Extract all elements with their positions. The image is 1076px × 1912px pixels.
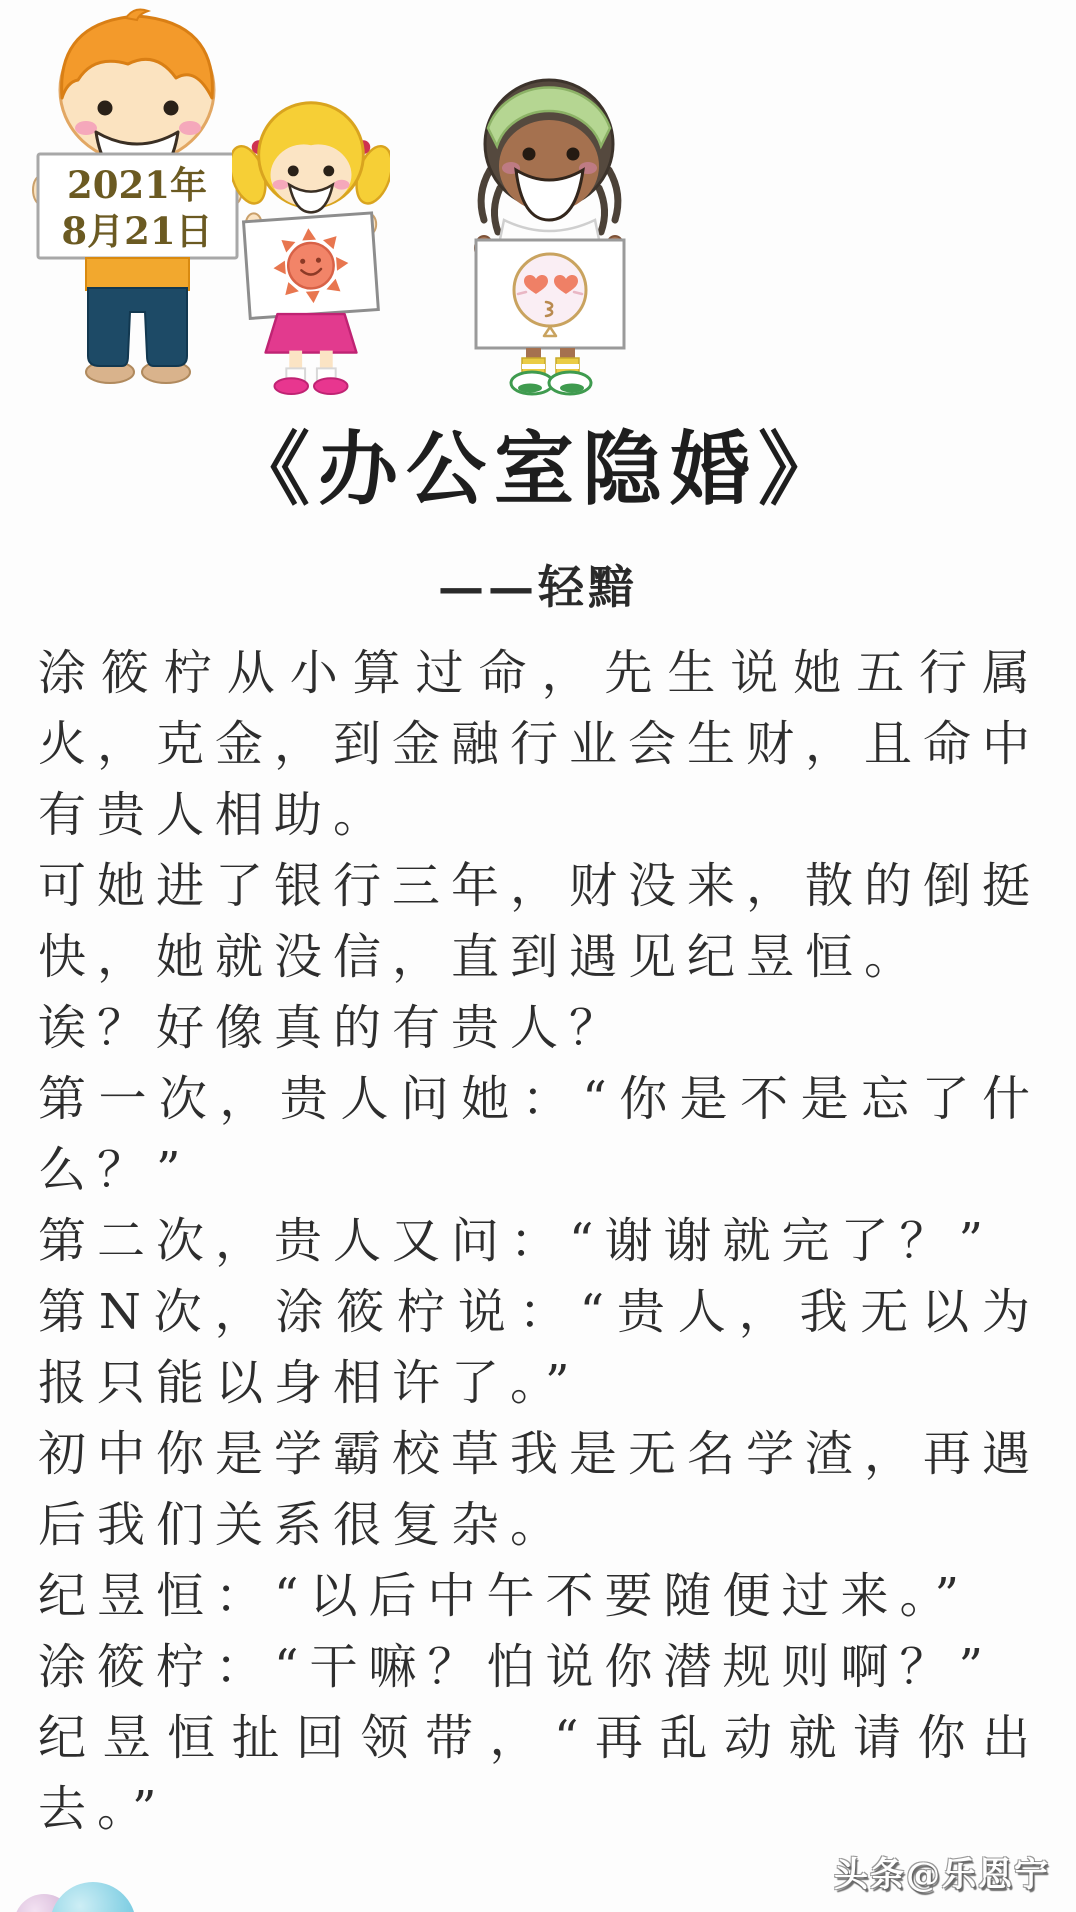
story-paragraph: 第二次，贵人又问：“谢谢就完了？” — [38, 1213, 995, 1269]
sun-sign — [244, 213, 379, 318]
book-title: 《办公室隐婚》 — [230, 421, 846, 516]
balloon-icon — [50, 1882, 136, 1912]
kid-with-heart-eyes-sign-icon — [452, 52, 647, 397]
story-paragraph: 涂筱柠：“干嘛？怕说你潜规则啊？” — [38, 1639, 995, 1695]
story-blurb — [0, 638, 1076, 1845]
story-paragraph: 诶？好像真的有贵人？ — [38, 1000, 629, 1056]
story-paragraph: 纪昱恒：“以后中午不要随便过来。” — [38, 1568, 971, 1624]
girl-with-sun-sign-icon — [232, 82, 390, 397]
story-paragraph: 纪昱恒扯回领带，“再乱动就请你出去。” — [38, 1710, 1041, 1837]
date-sign-line1: 2021年 — [67, 163, 207, 207]
kids-illustration — [0, 0, 1076, 398]
story-paragraph: 可她进了银行三年，财没来，散的倒挺快，她就没信，直到遇见纪昱恒。 — [38, 858, 1042, 985]
boy-with-date-sign-icon — [30, 4, 245, 389]
story-paragraph: 第一次，贵人问她：“你是不是忘了什么？” — [38, 1071, 1041, 1198]
story-paragraph: 初中你是学霸校草我是无名学渣，再遇后我们关系很复杂。 — [38, 1426, 1042, 1553]
story-paragraph: 第N次，涂筱柠说：“贵人，我无以为报只能以身相许了。” — [38, 1284, 1041, 1411]
date-sign-line2: 8月21日 — [61, 209, 213, 253]
author-name: ——轻黯 — [438, 560, 638, 614]
story-paragraph: 涂筱柠从小算过命，先生说她五行属火，克金，到金融行业会生财，且命中有贵人相助。 — [38, 645, 1042, 843]
toutiao-watermark: 头条@乐恩宁 — [834, 1855, 1050, 1895]
